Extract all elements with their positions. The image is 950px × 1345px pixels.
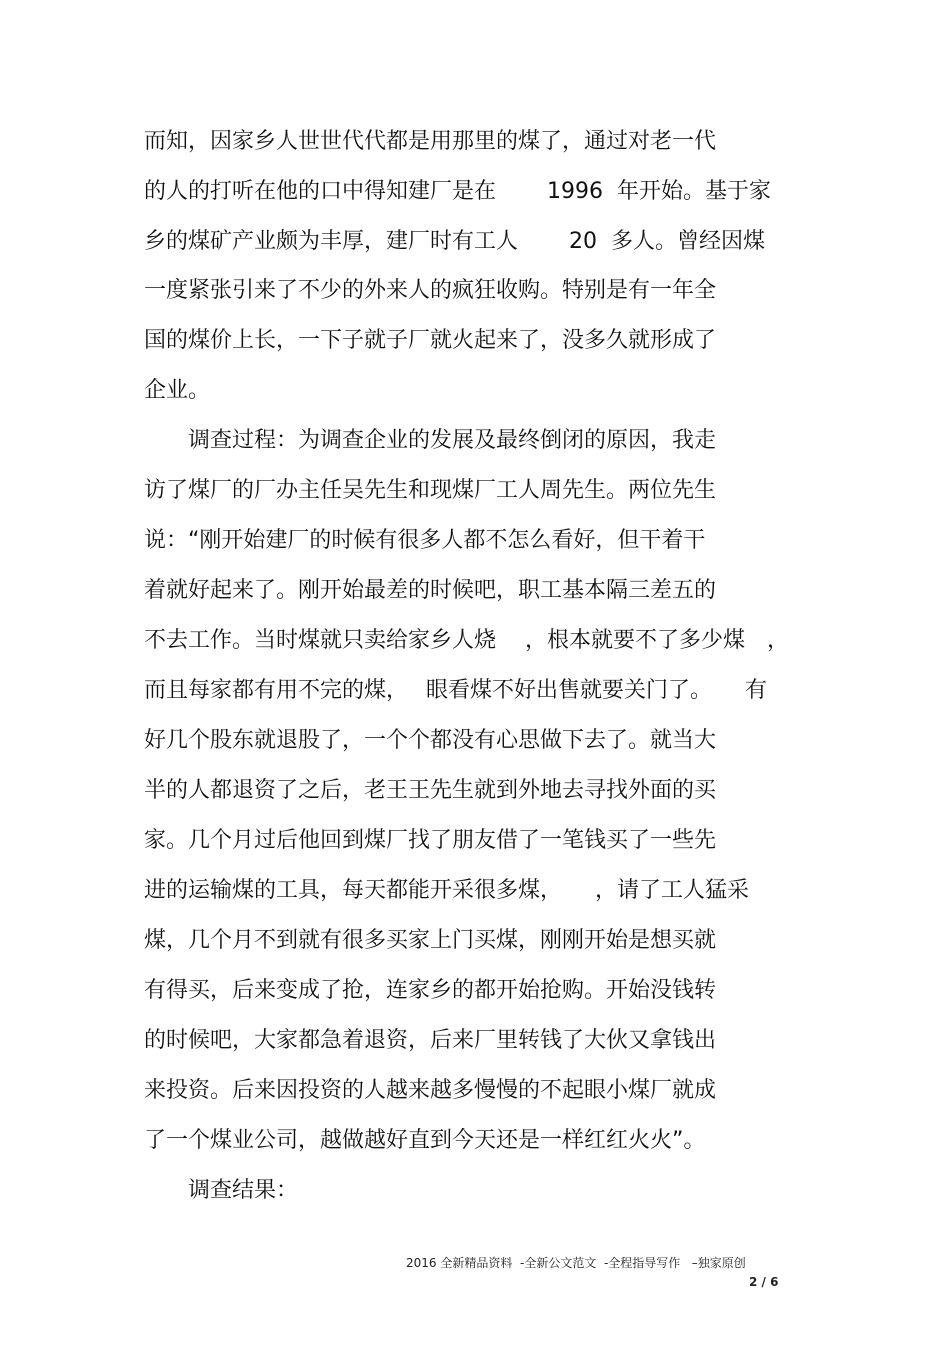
body-text-line: 半的人都退资了之后，老王王先生就到外地去寻找外面的买 [144,778,717,803]
body-text-line: 来投资。后来因投资的人越来越多慢慢的不起眼小煤厂就成 [144,1078,717,1103]
body-text-line: 而且每家都有用不完的煤， 眼看煤不好出售就要关门了。 有 [144,678,767,703]
body-text-line: 了一个煤业公司，越做越好直到今天还是一样红红火火”。 [144,1128,706,1153]
body-text-line: 的人的打听在他的口中得知建厂是在 1996 年开始。基于家 [144,179,771,204]
body-text-line: 进的运输煤的工具，每天都能开采很多煤， ，请了工人猛采 [144,878,750,903]
body-text-line: 访了煤厂的厂办主任吴先生和现煤厂工人周先生。两位先生 [144,478,717,503]
page-number: 2 / 6 [749,1275,779,1289]
body-text-line: 不去工作。当时煤就只卖给家乡人烧 ，根本就要不了多少煤 ， [144,628,789,653]
section-heading-process: 调查过程：为调查企业的发展及最终倒闭的原因，我走 [144,428,717,453]
body-text-line: 乡的煤矿产业颇为丰厚，建厂时有工人 20 多人。曾经因煤 [144,229,765,254]
body-text-line: 说：“刚开始建厂的时候有很多人都不怎么看好，但干着干 [144,528,706,553]
section-heading-result: 调查结果： [144,1178,299,1203]
body-text-line: 有得买，后来变成了抢，连家乡的都开始抢购。开始没钱转 [144,978,717,1003]
body-text-line: 国的煤价上长，一下子就子厂就火起来了，没多久就形成了 [144,328,717,353]
body-text-line: 家。几个月过后他回到煤厂找了朋友借了一笔钱买了一些先 [144,828,717,853]
body-text-line: 好几个股东就退股了，一个个都没有心思做下去了。就当大 [144,728,717,753]
body-text-line: 而知，因家乡人世世代代都是用那里的煤了，通过对老一代 [144,129,717,154]
body-text-line: 的时候吧，大家都急着退资，后来厂里转钱了大伙又拿钱出 [144,1028,717,1053]
body-text-line: 一度紧张引来了不少的外来人的疯狂收购。特别是有一年全 [144,278,717,303]
footer-note: 2016 全新精品资料 -全新公文范文 -全程指导写作 –独家原创 [406,1256,746,1270]
body-text-line: 企业。 [144,378,211,403]
body-text-line: 着就好起来了。刚开始最差的时候吧，职工基本隔三差五的 [144,578,717,603]
body-text-line: 煤，几个月不到就有很多买家上门买煤，刚刚开始是想买就 [144,928,717,953]
